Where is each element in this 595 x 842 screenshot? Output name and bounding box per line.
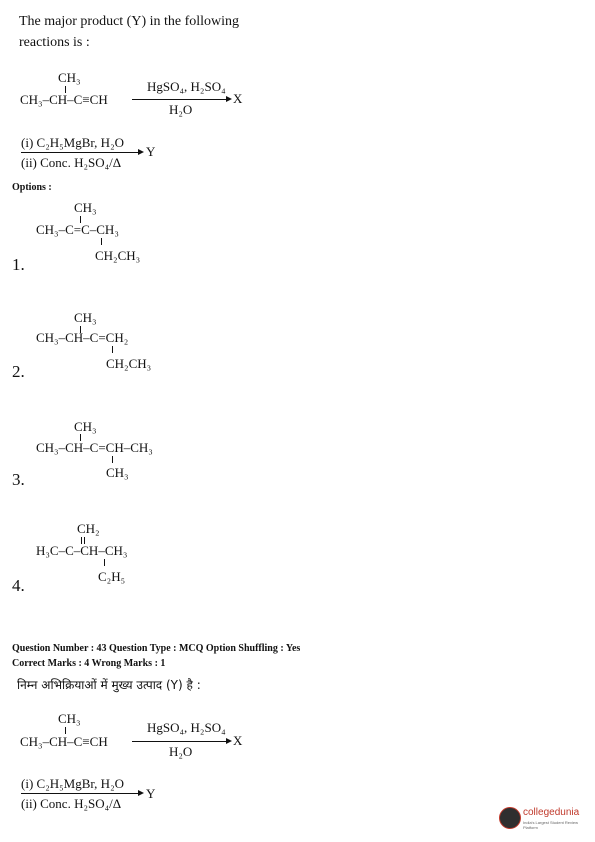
option-1-number: 1. [12, 255, 25, 274]
bond-line [112, 456, 113, 463]
reagent-bottom: H₂O [169, 102, 193, 117]
product-y: Y [146, 786, 156, 801]
bond-line [101, 238, 102, 245]
arrow-head-2 [138, 149, 144, 155]
product-x: X [233, 91, 243, 106]
step2-reagent-bottom: (ii) Conc. H₂SO₄/Δ [21, 155, 122, 170]
options-label: Options : [12, 182, 52, 193]
logo-tagline: India's Largest Student Review Platform [523, 820, 579, 830]
option-3-chain: CH₃–CH–C=CH–CH₃ [36, 440, 153, 455]
option-2-bottom: CH₂CH₃ [106, 356, 152, 371]
substituent-ch3: CH₃ [58, 70, 81, 85]
option-2-number: 2. [12, 362, 25, 381]
option-2-chain: CH₃–CH–C=CH₂ [36, 330, 129, 345]
substituent-ch3: CH₃ [58, 711, 81, 726]
logo-name: collegedunia [523, 807, 580, 818]
bond-line [104, 559, 105, 566]
option-1-chain: CH₃–C=C–CH₃ [36, 222, 119, 237]
arrow-head [226, 96, 232, 102]
option-3-bottom: CH₃ [106, 465, 129, 480]
collegedunia-logo [497, 805, 592, 831]
reactant-chain: CH₃–CH–C≡CH [20, 92, 108, 107]
option-1-bottom: CH₂CH₃ [95, 248, 141, 263]
arrow-head-2 [138, 790, 144, 796]
option-3-top: CH₃ [74, 419, 97, 434]
option-1-top: CH₃ [74, 200, 97, 215]
question-text-line2: reactions is : [19, 35, 90, 50]
reactant-chain: CH₃–CH–C≡CH [20, 734, 108, 749]
option-4-number: 4. [12, 576, 25, 595]
question-meta-line2: Correct Marks : 4 Wrong Marks : 1 [12, 658, 166, 669]
reaction-arrow [132, 741, 228, 742]
option-4-top: CH₂ [77, 521, 100, 536]
option-4-bottom: C₂H₅ [98, 569, 126, 584]
option-2-top: CH₃ [74, 310, 97, 325]
step2-reagent-top: (i) C₂H₅MgBr, H₂O [21, 776, 124, 791]
reagent-top: HgSO₄, H₂SO₄ [147, 79, 226, 94]
reaction-arrow-2 [21, 793, 139, 794]
bond-line [65, 727, 66, 734]
question-meta-line1: Question Number : 43 Question Type : MCQ Option Shuffling : Yes [12, 643, 301, 654]
product-x: X [233, 733, 243, 748]
reagent-bottom: H₂O [169, 744, 193, 759]
reagent-top: HgSO₄, H₂SO₄ [147, 720, 226, 735]
bond-line [112, 346, 113, 353]
arrow-head [226, 738, 232, 744]
option-4-chain: H₃C–C–CH–CH₃ [36, 543, 128, 558]
reaction-arrow [132, 99, 228, 100]
product-y: Y [146, 144, 156, 159]
reaction-arrow-2 [21, 152, 139, 153]
logo-mascot-icon [499, 807, 521, 829]
question-text-line1: The major product (Y) in the following [19, 14, 240, 29]
step2-reagent-bottom: (ii) Conc. H₂SO₄/Δ [21, 796, 122, 811]
step2-reagent-top: (i) C₂H₅MgBr, H₂O [21, 135, 124, 150]
hindi-question-text: निम्न अभिक्रियाओं में मुख्य उत्पाद (Y) है : [17, 678, 201, 692]
option-3-number: 3. [12, 470, 25, 489]
